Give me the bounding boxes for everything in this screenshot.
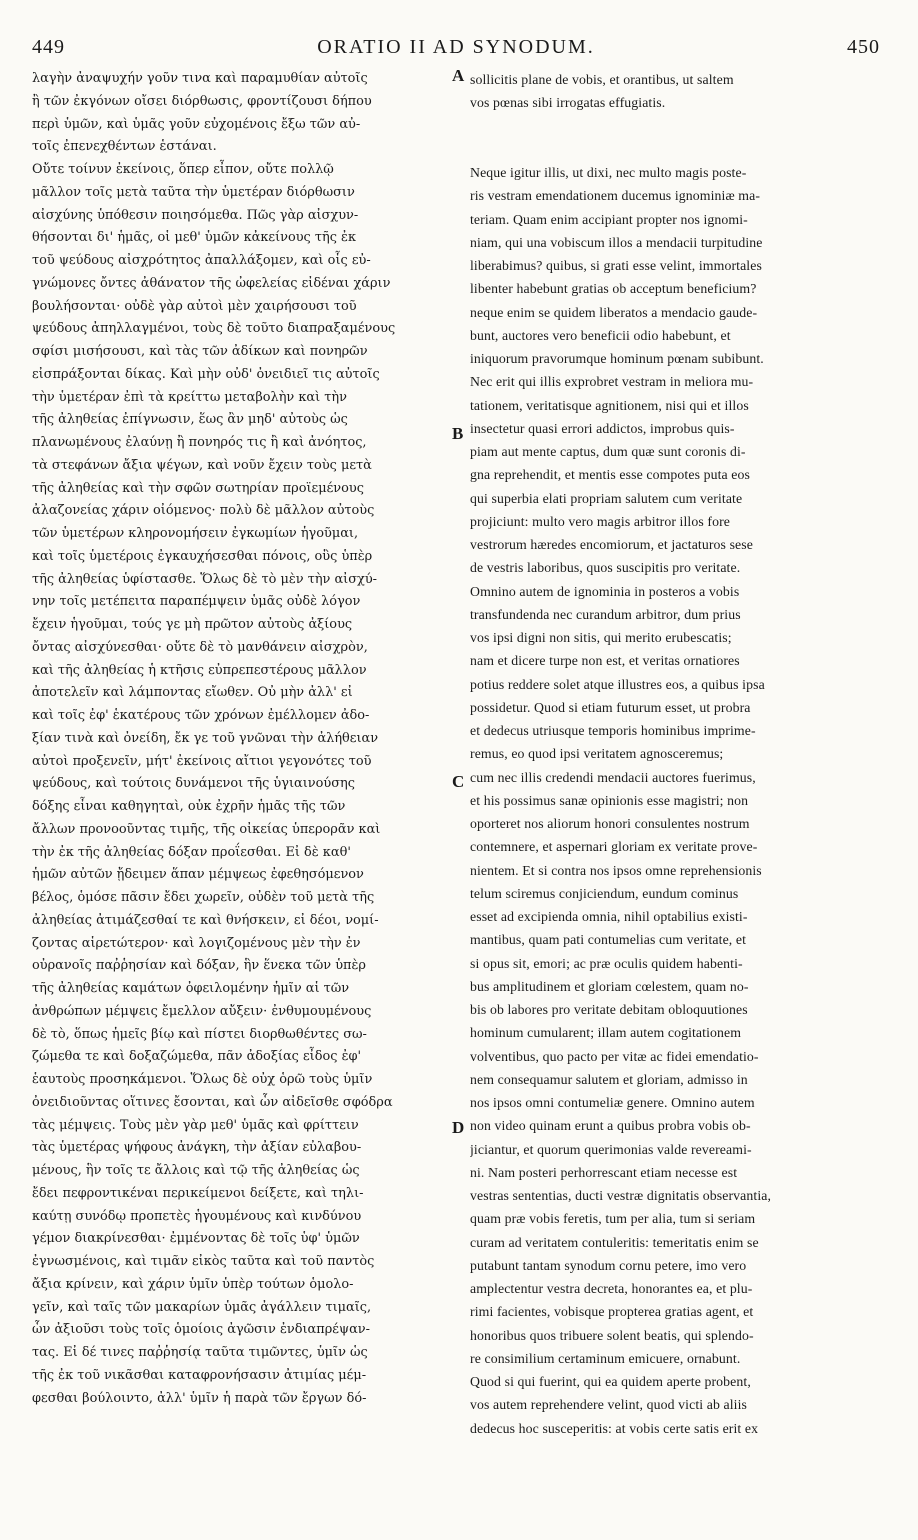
running-title: ORATIO II AD SYNODUM. <box>317 36 595 58</box>
page-number-left: 449 <box>32 36 65 58</box>
latin-column: sollicitis plane de vobis, et orantibus, ut saltem vos pœnas sibi irrogatas effugiatis. Neque igitur illis, ut dixi, nec multo magis poste- ris vestram emendationem ducemus ignominiæ ma- teriam. Quam enim accipiant propter nos ignomi- niam, qui una vobiscum illos a mendacii turpitudine liberabimus? quibus, si grati esse velint, immortales libenter habebunt gratias ob acceptum beneficium? neque enim se quidem liberatos a mendacio gaude- bunt, auctores vero beneficii odio habebunt, et iniquorum pravorumque hominum pœnam subibunt. Nec erit qui illis exprobret vestram in meliora mu- tationem, veritatisque agnitionem, nisi qui et illos insectetur quasi errori addictos, improbus quis- piam aut mente captus, dum quæ sunt coronis di- gna reprehendit, et mentis esse compotes puta eos qui superbia elati propriam salutem cum veritate projiciunt: multo vero magis arbitror illos fore vestrorum hæredes encomiorum, et jactaturos sese de vestris laboribus, quos suscipitis pro veritate. Omnino autem de ignominia in posteros a vobis transfundenda nec curandum arbitror, dum prius vos ipsi digni non sitis, qui merito erubescatis; nam et dicere turpe non est, et veritas ornatiores potius reddere solet atque illustres eos, a quibus ipsa possidetur. Quod si etiam futurum esset, ut probra et dedecus utriusque temporis hominibus imprime- remus, eo quod ipsi veritatem agnosceremus; cum nec illis credendi mendacii auctores fuerimus, et his possimus sanæ opinionis esse magistri; non oporteret nos aliorum honori consulentes nostrum contemnere, et aspernari gloriam ex veritate prove- nientem. Et si contra nos ipsos omne reprehensionis telum sciremus conjiciendum, eundum cominus esset ad excipienda omnia, nihil optabilius existi- mantibus, quam pati contumelias cum veritate, et si opus sit, emori; ac præ oculis quidem habenti- bus amplitudinem et gloriam cœlestem, quam no- bis ob labores pro veritate debitam obloquutiones hominum cumularent; illam autem cogitationem volventibus, quo pacto per vitæ ac fidei emendatio- nem consequamur salutem et gloriam, admisso in nos ipsos omni contumeliæ genere. Omnino autem non video quinam erunt a quibus probra vobis ob- jiciantur, et quorum querimonias valde revereami- ni. Nam posteri perhorrescant etiam necesse est vestras sententias, ducti vestræ dignitatis observantia, quam præ vobis feretis, tum per alia, tum si seriam curam ad veritatem contuleritis: temeritatis enim se putabunt tantam synodum cornu petere, imo vero amplectentur vestra decreta, honorantes ea, et plu- rimi facientes, vobisque propterea gratias agent, et honoribus quos tribuere solent beatis, qui splendo- re consimilium certaminum emicuere, ornabunt. Quod si qui fuerint, qui ea quidem aperte probent, vos autem reprehendere velint, quod victi ab aliis dedecus hoc susceperitis: at vobis certe satis erit ex <box>470 72 772 1436</box>
section-marker-c: C <box>452 772 465 791</box>
page-header <box>32 36 880 60</box>
page-number-right: 450 <box>847 36 880 58</box>
section-marker-a: A <box>452 66 465 85</box>
section-marker-b: B <box>452 424 464 443</box>
section-marker-d: D <box>452 1118 465 1137</box>
greek-column: λαγὴν ἀναψυχήν γοῦν τινα καὶ παραμυθίαν αὐτοῖς ἢ τῶν ἐκγόνων οἴσει διόρθωσις, φροντίζουσι δήπου περὶ ὑμῶν, καὶ ὑμᾶς γοῦν εὐχομένοις ἔξω τῶν αὐ- τοῖς ἐπενεχθέντων ἑστάναι. Οὔτε τοίνυν ἐκείνοις, ὅπερ εἶπον, οὔτε πολλῷ μᾶλλον τοῖς μετὰ ταῦτα τὴν ὑμετέραν διόρθωσιν αἰσχύνης ὑπόθεσιν ποιησόμεθα. Πῶς γὰρ αἰσχυν- θήσονται δι' ἡμᾶς, οἱ μεθ' ὑμῶν κἀκείνους τῆς ἐκ τοῦ ψεύδους αἰσχρότητος ἀπαλλάξομεν, καὶ οἷς εὐ- γνώμονες ὄντες ἀθάνατον τῆς ὠφελείας εἰδέναι χάριν βουλήσονται· οὐδὲ γὰρ αὐτοὶ μὲν χαιρήσουσι τοῦ ψεύδους ἀπηλλαγμένοι, τοὺς δὲ τοῦτο διαπραξαμένους σφίσι μισήσουσι, καὶ τὰς τῶν ἀδίκων καὶ πονηρῶν εἰσπράξονται δίκας. Καὶ μὴν οὐδ' ὀνειδιεῖ τις αὐτοῖς τὴν ὑμετέραν ἐπὶ τὰ κρείττω μεταβολὴν καὶ τὴν τῆς ἀληθείας ἐπίγνωσιν, ἕως ἂν μηδ' αὐτοὺς ὡς πλανωμένους ἐλαύνῃ ἢ πονηρός τις ἢ καὶ ἀνόητος, τὰ στεφάνων ἄξια ψέγων, καὶ νοῦν ἔχειν τοὺς μετὰ τῆς ἀληθείας καὶ τὴν σφῶν σωτηρίαν προϊεμένους ἀλαζονείας χάριν οἰόμενος· πολὺ δὲ μᾶλλον αὐτοὺς τῶν ὑμετέρων κληρονομήσειν ἐγκωμίων ἡγοῦμαι, καὶ τοῖς ὑμετέροις ἐγκαυχήσεσθαι πόνοις, οὓς ὑπὲρ τῆς ἀληθείας ὑφίστασθε. Ὅλως δὲ τὸ μὲν τὴν αἰσχύ- νην τοῖς μετέπειτα παραπέμψειν ὑμᾶς οὐδὲ λόγον ἔχειν ἡγοῦμαι, τούς γε μὴ πρῶτον αὐτοὺς ἀξίους ὄντας αἰσχύνεσθαι· οὔτε δὲ τὸ μανθάνειν αἰσχρὸν, καὶ τῆς ἀληθείας ἡ κτῆσις εὐπρεπεστέρους μᾶλλον ἀποτελεῖν καὶ λάμποντας εἴωθεν. Οὐ μὴν ἀλλ' εἰ καὶ τοῖς ἐφ' ἑκατέρους τῶν χρόνων ἐμέλλομεν ἀδο- ξίαν τινὰ καὶ ὀνείδη, ἔκ γε τοῦ γνῶναι τὴν ἀλήθειαν αὐτοὶ προξενεῖν, μήτ' ἐκείνοις αἴτιοι γεγονότες τοῦ ψεύδους, καὶ τούτοις δυνάμενοι τῆς ὑγιαινούσης δόξης εἶναι καθηγηταὶ, οὐκ ἐχρῆν ἡμᾶς τῆς τῶν ἄλλων προνοοῦντας τιμῆς, τῆς οἰκείας ὑπερορᾶν καὶ τὴν ἐκ τῆς ἀληθείας δόξαν προΐεσθαι. Εἰ δὲ καθ' ἡμῶν αὐτῶν ᾔδειμεν ἅπαν μέμψεως ἐφεθησόμενον βέλος, ὁμόσε πᾶσιν ἔδει χωρεῖν, οὐδὲν τοῦ μετὰ τῆς ἀληθείας ἀτιμάζεσθαί τε καὶ θνήσκειν, εἰ δέοι, νομί- ζοντας αἱρετώτερον· καὶ λογιζομένους μὲν τὴν ἐν οὐρανοῖς παῤῥησίαν καὶ δόξαν, ἣν ἕνεκα τῶν ὑπὲρ τῆς ἀληθείας καμάτων ὀφειλομένην ἡμῖν αἱ τῶν ἀνθρώπων μέμψεις ἔμελλον αὔξειν· ἐνθυμουμένους δὲ τὸ, ὅπως ἡμεῖς βίῳ καὶ πίστει διορθωθέντες σω- ζώμεθα τε καὶ δοξαζώμεθα, πᾶν ἀδοξίας εἶδος ἐφ' ἑαυτοὺς προσηκάμενοι. Ὅλως δὲ οὐχ ὁρῶ τοὺς ὑμῖν ὀνειδιοῦντας οἵτινες ἔσονται, καὶ ὧν αἰδεῖσθε σφόδρα τὰς μέμψεις. Τοὺς μὲν γὰρ μεθ' ὑμᾶς καὶ φρίττειν τὰς ὑμετέρας ψήφους ἀνάγκη, τὴν ἀξίαν εὐλαβου- μένους, ἣν τοῖς τε ἄλλοις καὶ τῷ τῆς ἀληθείας ὡς ἔδει πεφροντικέναι περικείμενοι δείξετε, καὶ τηλι- καύτῃ συνόδῳ προπετὲς ἡγουμένους καὶ κινδύνου γέμον διακρίνεσθαι· ἐμμένοντας δὲ τοῖς ὑφ' ὑμῶν ἐγνωσμένοις, καὶ τιμᾶν εἰκὸς ταῦτα καὶ τοῦ παντὸς ἄξια κρίνειν, καὶ χάριν ὑμῖν ὑπὲρ τούτων ὁμολο- γεῖν, καὶ ταῖς τῶν μακαρίων ὑμᾶς ἀγάλλειν τιμαῖς, ὧν ἀξιοῦσι τοὺς τοῖς ὁμοίοις ἀγῶσιν ἐνδιαπρέψαν- τας. Εἰ δέ τινες παῤῥησίᾳ ταῦτα τιμῶντες, ὑμῖν ὡς τῆς ἐκ τοῦ νικᾶσθαι καταφρονήσασιν ἀτιμίας μέμ- φεσθαι βούλοιντο, ἀλλ' ὑμῖν ἡ παρὰ τῶν ἔργων δό- <box>32 71 396 1406</box>
